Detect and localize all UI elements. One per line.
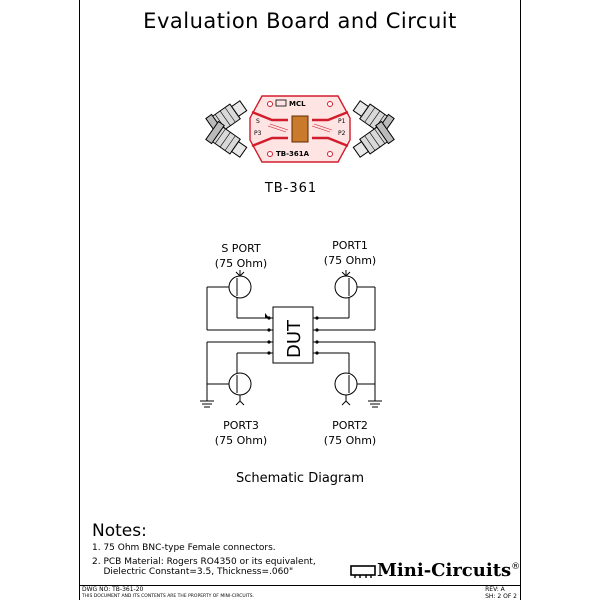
revision: REV: A [485,586,505,593]
dut-pins-left [265,318,273,353]
logo-text: Mini-Circuits [377,560,512,581]
pcb-p3-text: P3 [254,130,262,137]
pcb-tb-text: TB-361A [276,150,310,158]
port1-name: PORT1 [332,239,368,252]
page-title: Evaluation Board and Circuit [143,9,457,33]
schematic-caption: Schematic Diagram [235,471,365,486]
title-block-right [485,587,517,600]
notes-heading: Notes: [92,521,147,541]
note-item: 1. 75 Ohm BNC-type Female connectors. [92,543,276,553]
note-item: Dielectric Constant=3.5, Thickness=.060" [92,567,294,577]
port2-connector [321,342,375,405]
port3-impedance: (75 Ohm) [214,434,268,447]
s-port-connector [207,270,265,330]
port2-impedance: (75 Ohm) [323,434,377,447]
port3-connector [207,342,265,405]
ground-symbol-right [368,401,382,407]
property-disclaimer: THIS DOCUMENT AND ITS CONTENTS ARE THE PROPERTY OF MINI-CIRCUITS. [82,593,255,599]
port3-name: PORT3 [223,419,259,432]
board-name: TB-361 [264,181,318,196]
registered-mark: ® [511,561,521,572]
dut-pins-right [313,318,321,353]
note-item: 2. PCB Material: Rogers RO4350 or its equivalent, [92,557,316,567]
port2-name: PORT2 [332,419,368,432]
title-block-left [82,587,254,600]
mini-circuits-logo [349,560,520,581]
pcb-p1-text: P1 [338,118,346,125]
port1-impedance: (75 Ohm) [323,254,377,267]
s-port-name: S PORT [221,242,261,255]
title-block [79,585,521,600]
drawing-number: DWG NO: TB-361-20 [82,586,144,593]
pcb-s-text: S [256,118,260,125]
pcb-mcl-text: MCL [289,100,306,108]
logo-chip-icon [349,563,377,579]
ground-symbol-left [200,401,214,407]
port1-connector [321,270,375,330]
pcb-p2-text: P2 [338,130,346,137]
s-port-impedance: (75 Ohm) [214,257,268,270]
dut-label: DUT [284,319,305,358]
sheet-number: SH: 2 OF 2 [485,592,517,600]
